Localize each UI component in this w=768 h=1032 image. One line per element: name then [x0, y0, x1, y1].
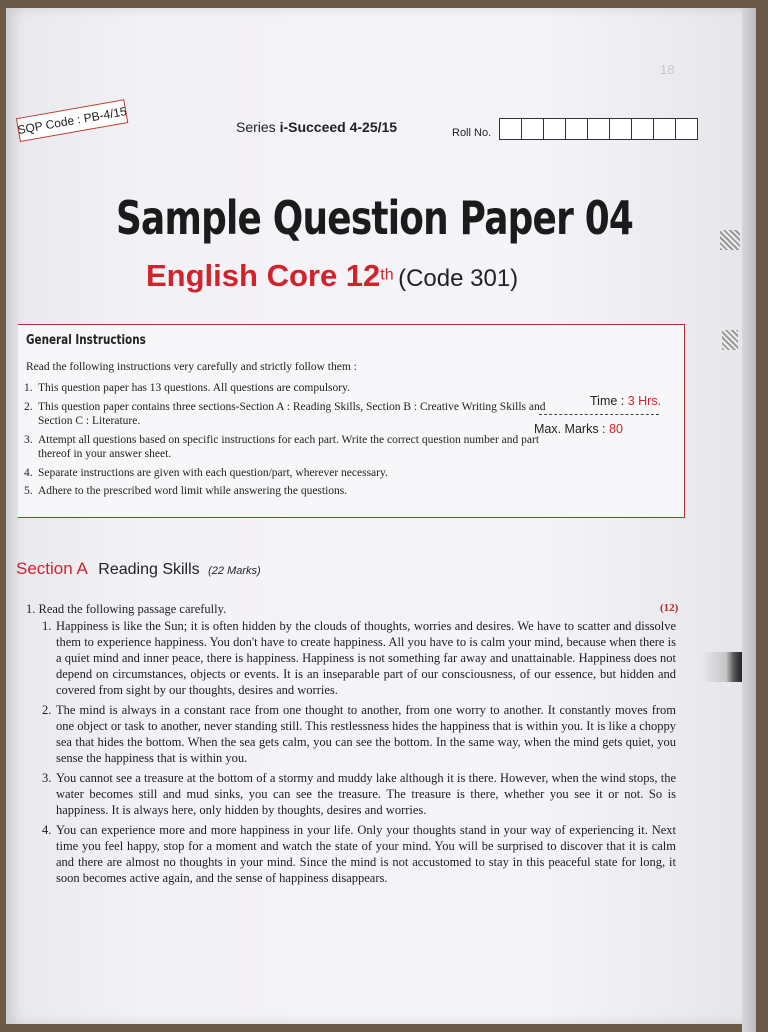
series-value: i-Succeed 4-25/15 [279, 119, 398, 135]
time-info [590, 394, 661, 408]
instruction-item [24, 381, 548, 396]
paper-title: Sample Question Paper 04 [116, 191, 634, 245]
roll-box[interactable] [587, 118, 610, 140]
section-label: Section A [16, 559, 88, 578]
paragraph-text: The mind is always in a constant race from one thought to another, from one worry to another. It constantly moves from one object or task to another, never standing still. This restlessness hides the happiness that is within you. It is like a choppy sea that hides the bottom. When the sea gets calm, you can see the bottom. In the same way, when the mind gets quiet, you sense the happiness that is within you. [56, 703, 676, 765]
instruction-number: 5. [24, 485, 33, 497]
question-paper-page [6, 8, 756, 1024]
instruction-item [24, 466, 548, 481]
roll-box[interactable] [499, 118, 522, 140]
instruction-text: Adhere to the prescribed word limit while answering the questions. [38, 485, 348, 497]
marks-value: 80 [609, 422, 623, 436]
paragraph-text: You can experience more and more happiness in your life. Only your thoughts stand in your way of experiencing it. Next time you feel happy, stop for a moment and watch the state of your mind. You will be surprised to discover that it is calm and there are almost no thoughts in your mind. Since the mind is not accustomed to stay in this peaceful state for long, it soon becomes active again, and the sense of happiness disappears. [56, 823, 676, 885]
paragraph-text: Happiness is like the Sun; it is often hidden by the clouds of thoughts, worries and desires. We have to scatter and dissolve them to experience happiness. You don't have to create happiness. All you have to is calm your mind, because when there is a quiet mind and inner peace, there is happiness. Happiness is not something far away and unattainable. Happiness does not depend on circumstances, objects or events. It is an inseparable part of our consciousness, of our essence, but hidden and covered from sight by our thoughts, desires and worries. [56, 619, 676, 697]
roll-box[interactable] [565, 118, 588, 140]
time-marks-divider [539, 414, 659, 415]
instruction-item [24, 400, 548, 429]
passage-paragraph [42, 770, 676, 818]
paragraph-number: 1. [42, 619, 52, 633]
passage-paragraph [42, 618, 676, 698]
instruction-item [24, 433, 548, 462]
instruction-text: This question paper has 13 questions. All questions are compulsory. [38, 382, 350, 394]
paragraph-text: You cannot see a treasure at the bottom of a stormy and muddy lake although it is there. However, when the wind stops, the water becomes still and mud sinks, you can see the treasure. The treasure is there, whether you see it or not. So is happiness. It is always here, only hidden by thoughts, desires and worries. [56, 771, 676, 817]
passage [42, 618, 676, 890]
roll-number-label: Roll No. [452, 127, 492, 139]
passage-paragraph [42, 702, 676, 766]
section-marks: (22 Marks) [208, 565, 261, 577]
roll-box[interactable] [653, 118, 676, 140]
subject-superscript: th [380, 266, 394, 284]
paragraph-number: 3. [42, 771, 52, 785]
roll-box[interactable] [631, 118, 654, 140]
series-label-text: Series [236, 119, 276, 135]
page-tab-marker [722, 330, 738, 350]
page-number: 18 [660, 62, 675, 77]
roll-box[interactable] [675, 118, 698, 140]
sqp-code-tag: SQP Code : PB-4/15 [16, 99, 128, 142]
paper-subtitle [146, 258, 518, 294]
section-name: Reading Skills [98, 561, 200, 578]
roll-number-boxes[interactable] [500, 118, 698, 140]
general-instructions-box [18, 324, 685, 518]
instruction-text: This question paper contains three sections-Section A : Reading Skills, Section B : Creative Writing Skills and Section C : Literature. [38, 400, 546, 427]
time-value: 3 Hrs. [627, 394, 662, 408]
passage-paragraph [42, 822, 676, 886]
instructions-list [18, 381, 548, 503]
question-marks: (12) [660, 602, 679, 614]
section-heading [16, 559, 261, 579]
instruction-number: 3. [24, 433, 33, 446]
roll-box[interactable] [521, 118, 544, 140]
instructions-heading: General Instructions [26, 333, 146, 348]
page-tab-marker [702, 652, 742, 682]
marks-info [534, 422, 623, 436]
roll-box[interactable] [609, 118, 632, 140]
subject-name: English Core 12 [146, 258, 381, 293]
instruction-text: Attempt all questions based on specific instructions for each part. Write the correct question number and part thereof in your answer sheet. [38, 433, 540, 460]
instruction-text: Separate instructions are given with each question/part, wherever necessary. [38, 466, 388, 479]
instructions-lead: Read the following instructions very carefully and strictly follow them : [26, 361, 357, 373]
instruction-number: 1. [24, 382, 33, 394]
time-label: Time : [590, 394, 628, 408]
paragraph-number: 4. [42, 823, 52, 837]
paragraph-number: 2. [42, 703, 52, 717]
marks-label: Max. Marks : [534, 422, 610, 436]
series-label [236, 119, 397, 135]
question-prompt: 1. Read the following passage carefully. [26, 602, 227, 616]
instruction-number: 2. [24, 400, 33, 413]
page-tab-marker [720, 230, 740, 250]
instruction-number: 4. [24, 466, 33, 479]
roll-box[interactable] [543, 118, 566, 140]
subject-code: (Code 301) [398, 265, 519, 292]
instruction-item [24, 484, 548, 499]
page-edge [742, 8, 756, 1032]
